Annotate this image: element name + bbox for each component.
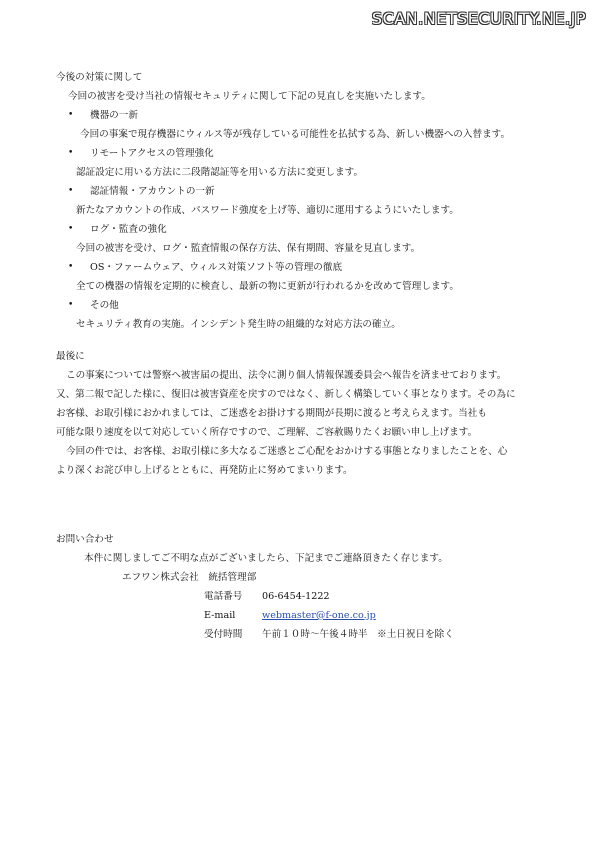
hours-label: 受付時間 bbox=[204, 629, 243, 640]
bullet-icon: • bbox=[68, 186, 74, 196]
item-body: 認証設定に用いる方法に二段階認証等を用いる方法に変更します。 bbox=[76, 167, 364, 178]
item-title: 機器の一新 bbox=[90, 110, 138, 121]
item-title: その他 bbox=[90, 300, 119, 311]
item-body: 今回の事案で現存機器にウィルス等が残存している可能性を払拭する為、新しい機器への入替ます。 bbox=[80, 129, 511, 140]
phone-number: 06-6454-1222 bbox=[262, 591, 330, 602]
closing-line: 今回の件では、お客様、お取引様に多大なるご迷惑とご心配をおかけする事態となりましたことを、心 bbox=[66, 446, 508, 457]
email-link[interactable]: webmaster@f-one.co.jp bbox=[262, 610, 376, 621]
future-intro: 今回の被害を受け当社の情報セキュリティに関して下記の見直しを実施いたします。 bbox=[68, 91, 431, 102]
item-title: 認証情報・アカウントの一新 bbox=[90, 186, 215, 197]
item-title: ログ・監査の強化 bbox=[90, 224, 167, 235]
closing-line: 又、第二報で記した様に、復旧は被害資産を戻すのではなく、新しく構築していく事となります。その為に bbox=[56, 389, 516, 400]
bullet-icon: • bbox=[68, 300, 74, 310]
item-title: OS・ファームウェア、ウィルス対策ソフト等の管理の徹底 bbox=[90, 262, 343, 273]
closing-line: お客様、お取引様におかれましては、ご迷惑をお掛けする期間が長期に渡ると考えらえます。当社も bbox=[56, 408, 487, 419]
item-body: 今回の被害を受け、ログ・監査情報の保存方法、保有期間、容量を見直します。 bbox=[76, 243, 421, 254]
bullet-icon: • bbox=[68, 262, 74, 272]
future-heading: 今後の対策に関して bbox=[56, 72, 143, 83]
item-body: 全ての機器の情報を定期的に検査し、最新の物に更新が行われるかを改めて管理します。 bbox=[76, 281, 459, 292]
bullet-icon: • bbox=[68, 110, 74, 120]
contact-company: エフワン株式会社 統括管理部 bbox=[122, 572, 257, 583]
bullet-icon: • bbox=[68, 224, 74, 234]
bullet-icon: • bbox=[68, 148, 74, 158]
item-title: リモートアクセスの管理強化 bbox=[90, 148, 214, 159]
closing-heading: 最後に bbox=[56, 351, 85, 362]
closing-line: より深くお詫び申し上げるとともに、再発防止に努めてまいります。 bbox=[56, 465, 353, 476]
phone-label: 電話番号 bbox=[204, 591, 243, 602]
contact-heading: お問い合わせ bbox=[56, 534, 114, 545]
site-watermark: SCAN.NETSECURITY.NE.JP bbox=[371, 9, 586, 28]
item-body: 新たなアカウントの作成、パスワード強度を上げ等、適切に運用するようにいたします。 bbox=[76, 205, 459, 216]
hours-value: 午前１０時〜午後４時半 ※土日祝日を除く bbox=[262, 629, 454, 640]
closing-line: この事案については警察へ被害届の提出、法令に測り個人情報保護委員会へ報告を済ませております。 bbox=[66, 370, 507, 381]
closing-line: 可能な限り速度を以て対応していく所存ですので、ご理解、ご容赦賜りたくお願い申し上げます。 bbox=[56, 427, 478, 438]
contact-intro: 本件に関しましてご不明な点がございましたら、下記までご連絡頂きたく存じます。 bbox=[84, 553, 448, 564]
email-label: E-mail bbox=[204, 610, 236, 621]
item-body: セキュリティ教育の実施。インシデント発生時の組織的な対応方法の確立。 bbox=[76, 319, 401, 330]
